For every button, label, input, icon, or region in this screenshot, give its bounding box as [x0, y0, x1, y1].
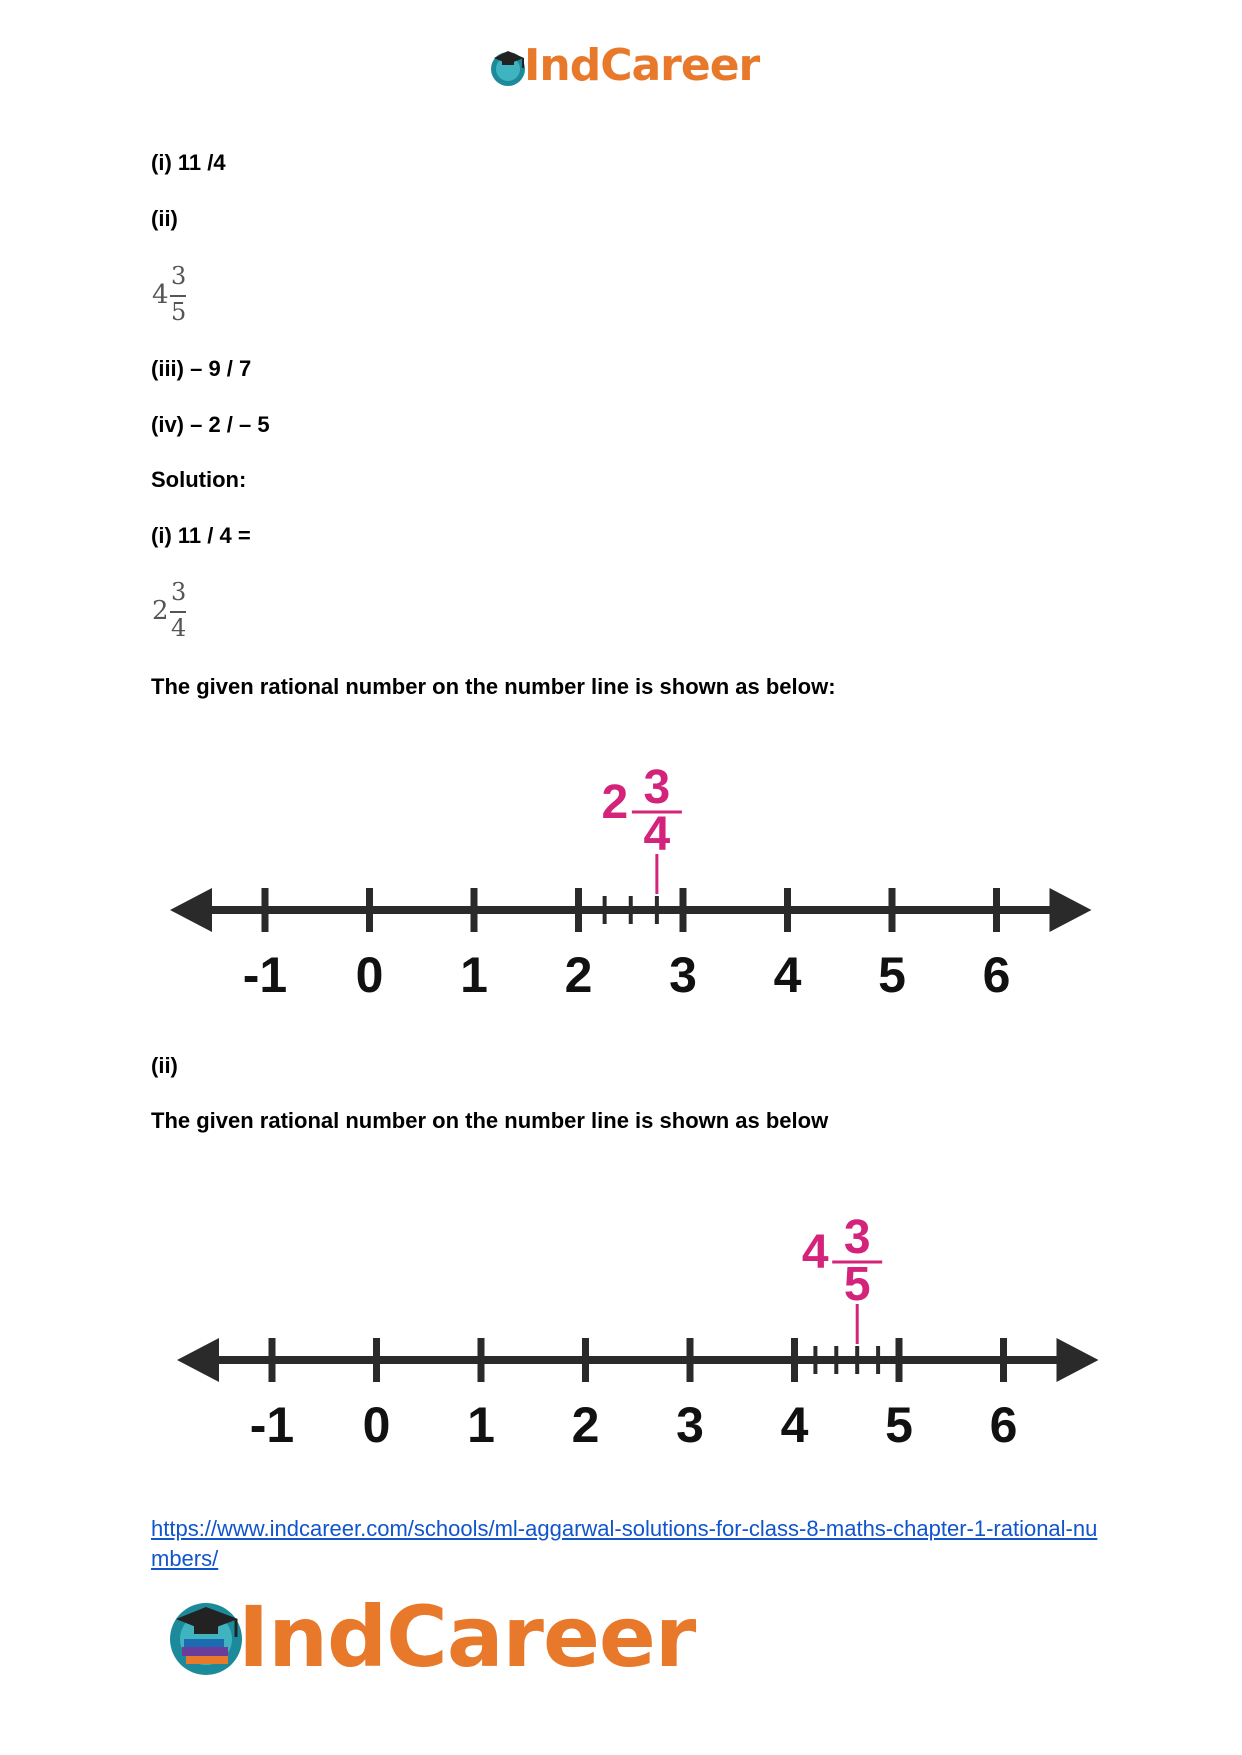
- fraction-whole: 4: [152, 280, 169, 310]
- fraction-numerator: 3: [171, 262, 187, 290]
- solution-2-caption: The given rational number on the number line is shown as below: [151, 1108, 829, 1133]
- marker-numerator: 3: [843, 1211, 871, 1264]
- tick-label: 5: [885, 1397, 913, 1453]
- fraction-denominator: 5: [171, 298, 187, 326]
- header-logo: [486, 40, 759, 91]
- arrow-left-icon: [177, 1338, 219, 1382]
- question-2-label: (ii): [151, 206, 178, 231]
- tick-label: 0: [362, 1397, 391, 1453]
- tick-label: 4: [780, 1397, 809, 1453]
- marker-whole: 4: [801, 1226, 829, 1279]
- marker-whole: 2: [601, 776, 629, 829]
- question-4: (iv) – 2 / – 5: [151, 412, 270, 437]
- solution-2-label: (ii): [151, 1053, 178, 1078]
- fraction-whole: 2: [152, 596, 169, 626]
- tick-label: 2: [564, 947, 593, 1003]
- marker-denominator: 4: [643, 808, 671, 861]
- tick-label: 6: [989, 1397, 1018, 1453]
- tick-label: 6: [982, 947, 1011, 1003]
- tick-label: 1: [460, 947, 488, 1003]
- source-link[interactable]: https://www.indcareer.com/schools/ml-aggarwal-solutions-for-class-8-maths-chapter-1-rational-numbers/: [151, 1516, 1098, 1571]
- header-brand: IndCareer: [524, 40, 760, 91]
- tick-label: 4: [773, 947, 802, 1003]
- tick-label: 0: [355, 947, 384, 1003]
- fraction-bar: [170, 295, 186, 297]
- fraction-numerator: 3: [171, 578, 187, 606]
- tick-label: 3: [669, 947, 697, 1003]
- footer-brand: IndCareer: [238, 1588, 696, 1686]
- footer-logo: [164, 1588, 695, 1686]
- arrow-left-icon: [170, 888, 212, 932]
- arrow-right-icon: [1050, 888, 1092, 932]
- solution-1: (i) 11 / 4 =: [151, 523, 251, 548]
- fraction-denominator: 4: [171, 614, 187, 642]
- tick-label: -1: [249, 1397, 295, 1453]
- fraction-bar: [170, 611, 186, 613]
- solution-label: Solution:: [151, 467, 247, 492]
- question-3: (iii) – 9 / 7: [151, 356, 252, 381]
- tick-label: 5: [878, 947, 906, 1003]
- number-line-chart-1: [0, 730, 1242, 1020]
- number-line-chart-2: [0, 1180, 1242, 1470]
- graduation-cap-books-icon: [164, 1595, 248, 1679]
- marker-numerator: 3: [643, 761, 671, 814]
- mixed-fraction-q2: [152, 262, 192, 328]
- marker-denominator: 5: [843, 1258, 871, 1311]
- solution-1-caption: The given rational number on the number line is shown as below:: [151, 674, 836, 699]
- tick-label: 2: [571, 1397, 600, 1453]
- question-1: (i) 11 /4: [151, 150, 226, 175]
- tick-label: -1: [242, 947, 288, 1003]
- arrow-right-icon: [1057, 1338, 1099, 1382]
- mixed-fraction-sol1: [152, 578, 192, 644]
- tick-label: 1: [467, 1397, 495, 1453]
- tick-label: 3: [676, 1397, 704, 1453]
